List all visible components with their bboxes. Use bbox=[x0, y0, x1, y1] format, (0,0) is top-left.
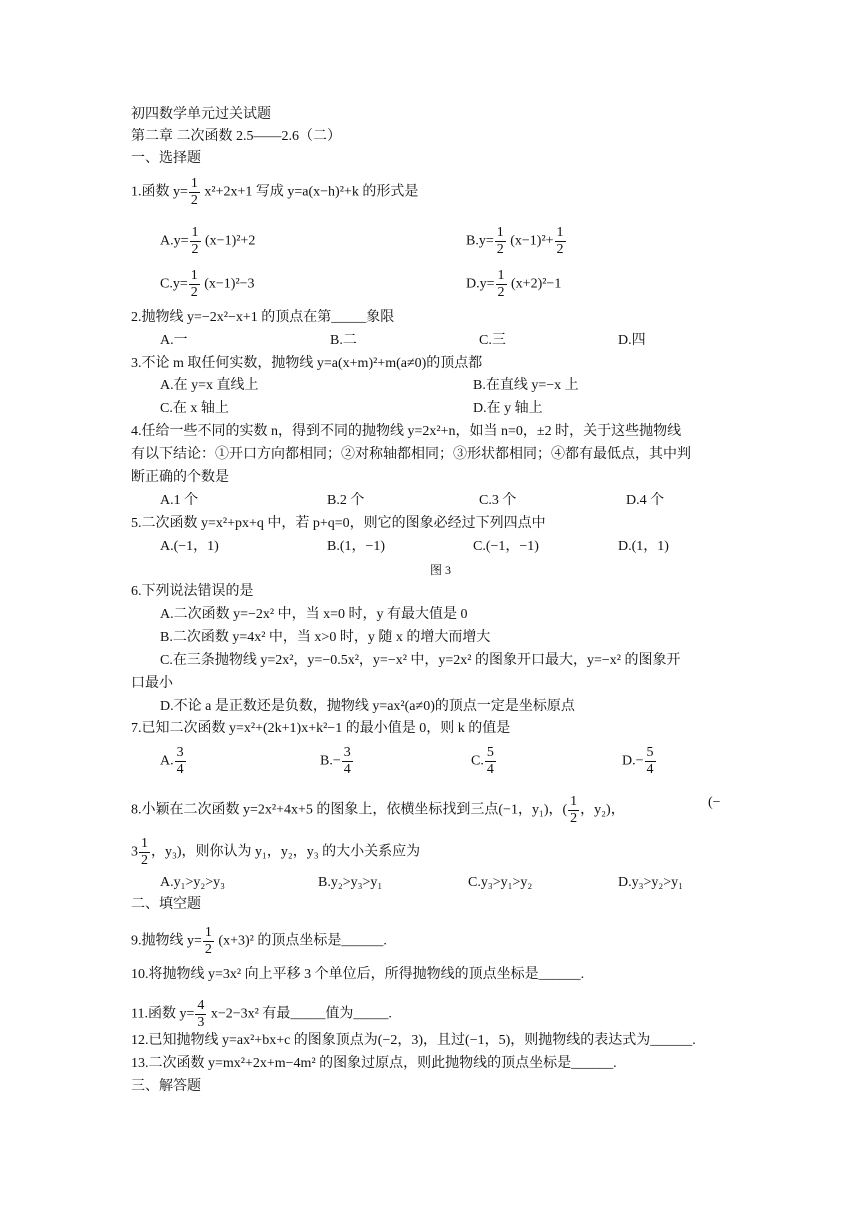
question-5-option-c: C.(−1，−1) bbox=[473, 539, 539, 554]
question-4-option-c: C.3 个 bbox=[479, 493, 517, 508]
section-heading-answer: 三、解答题 bbox=[131, 1079, 201, 1094]
question-6-option-d: D.不论 a 是正数还是负数，抛物线 y=ax²(a≠0)的顶点一定是坐标原点 bbox=[160, 699, 575, 714]
question-6-option-c-line-2: 口最小 bbox=[131, 676, 173, 691]
question-5-option-d: D.(1，1) bbox=[618, 539, 669, 554]
fraction: $\frac{1}{2}$ bbox=[190, 176, 198, 208]
question-2-option-a: A.一 bbox=[160, 333, 188, 348]
question-4-line-3: 断正确的个数是 bbox=[131, 470, 229, 485]
question-8-option-d: D.y₃>y₂>y₁ bbox=[618, 875, 684, 890]
chapter-subtitle: 第二章 二次函数 2.5——2.6（二） bbox=[131, 129, 341, 144]
question-6-option-b: B.二次函数 y=4x² 中，当 x>0 时，y 随 x 的增大而增大 bbox=[160, 630, 491, 645]
question-4-option-a: A.1 个 bbox=[160, 493, 199, 508]
figure-label: 图 3 bbox=[430, 563, 452, 577]
question-11: 11.函数 y= $\frac{4}{3}$ x−2−3x² 有最_____值为_____. bbox=[131, 998, 392, 1030]
question-4-line-1: 4.任给一些不同的实数 n，得到不同的抛物线 y=2x²+n，如当 n=0，±2 时，关于这些抛物线 bbox=[131, 424, 682, 439]
question-8-line-1: 8.小颖在二次函数 y=2x²+4x+5 的图象上，依横坐标找到三点(−1，y₁)，( $\frac{1}{2}$ ，y₂)， bbox=[131, 794, 625, 826]
question-3-option-a: A.在 y=x 直线上 bbox=[160, 378, 259, 393]
question-6-stem: 6.下列说法错误的是 bbox=[131, 584, 254, 599]
fraction: $\frac{5}{4}$ bbox=[486, 745, 494, 777]
question-3-option-b: B.在直线 y=−x 上 bbox=[473, 378, 579, 393]
fraction: $\frac{1}{2}$ bbox=[496, 225, 504, 257]
question-5-option-a: A.(−1，1) bbox=[160, 539, 219, 554]
question-2-stem: 2.抛物线 y=−2x²−x+1 的顶点在第_____象限 bbox=[131, 310, 395, 325]
question-4-option-b: B.2 个 bbox=[327, 493, 365, 508]
fraction: $\frac{3}{4}$ bbox=[343, 745, 351, 777]
question-8-line-1-end: (− bbox=[708, 795, 721, 810]
question-7-option-a: A. $\frac{3}{4}$ bbox=[160, 745, 184, 777]
question-3-option-d: D.在 y 轴上 bbox=[473, 401, 543, 416]
section-heading-choice: 一、选择题 bbox=[131, 151, 201, 166]
question-4-line-2: 有以下结论：①开口方向都相同；②对称轴都相同；③形状都相同；④都有最低点，其中判 bbox=[131, 447, 691, 462]
question-5-option-b: B.(1，−1) bbox=[327, 539, 386, 554]
fraction: $\frac{1}{2}$ bbox=[141, 836, 148, 868]
question-7-option-d: D.− $\frac{5}{4}$ bbox=[622, 745, 654, 777]
question-7-option-c: C. $\frac{5}{4}$ bbox=[471, 745, 494, 777]
question-2-option-b: B.二 bbox=[330, 333, 357, 348]
question-13: 13.二次函数 y=mx²+2x+m−4m² 的图象过原点，则此抛物线的顶点坐标是______. bbox=[131, 1056, 617, 1071]
question-8-option-c: C.y₃>y₁>y₂ bbox=[468, 875, 533, 890]
question-2-option-c: C.三 bbox=[479, 333, 506, 348]
question-2-option-d: D.四 bbox=[618, 333, 646, 348]
question-6-option-a: A.二次函数 y=−2x² 中，当 x=0 时，y 有最大值是 0 bbox=[160, 607, 468, 622]
question-1-option-d: D.y= $\frac{1}{2}$ (x+2)²−1 bbox=[466, 268, 562, 300]
question-8-option-a: A.y₁>y₂>y₃ bbox=[160, 875, 226, 890]
fraction: $\frac{4}{3}$ bbox=[197, 998, 205, 1030]
fraction: $\frac{1}{2}$ bbox=[497, 268, 505, 300]
question-4-option-d: D.4 个 bbox=[626, 493, 665, 508]
fraction: $\frac{1}{2}$ bbox=[190, 268, 198, 300]
question-6-option-c-line-1: C.在三条抛物线 y=2x²，y=−0.5x²，y=−x² 中，y=2x² 的图象开口最大，y=−x² 的图象开 bbox=[160, 653, 681, 668]
fraction: $\frac{5}{4}$ bbox=[646, 745, 654, 777]
question-8-line-2: 3 $\frac{1}{2}$ ，y₃)，则你认为 y₁，y₂，y₃ 的大小关系应为 bbox=[131, 836, 421, 868]
question-9: 9.抛物线 y= $\frac{1}{2}$ (x+3)² 的顶点坐标是______. bbox=[131, 925, 387, 957]
question-1-option-c: C.y= $\frac{1}{2}$ (x−1)²−3 bbox=[160, 268, 255, 300]
question-8-option-b: B.y₂>y₃>y₁ bbox=[318, 875, 383, 890]
page-title: 初四数学单元过关试题 bbox=[131, 107, 271, 122]
question-12: 12.已知抛物线 y=ax²+bx+c 的图象顶点为(−2，3)，且过(−1，5)，则抛物线的表达式为______. bbox=[131, 1033, 696, 1048]
fraction: $\frac{1}{2}$ bbox=[191, 225, 199, 257]
section-heading-fill: 二、填空题 bbox=[131, 897, 201, 912]
question-7-option-b: B.− $\frac{3}{4}$ bbox=[320, 745, 351, 777]
question-1-option-b: B.y= $\frac{1}{2}$ (x−1)²+ $\frac{1}{2}$ bbox=[466, 225, 564, 257]
fraction: $\frac{1}{2}$ bbox=[556, 225, 564, 257]
question-5-stem: 5.二次函数 y=x²+px+q 中，若 p+q=0，则它的图象必经过下列四点中 bbox=[131, 516, 546, 531]
question-3-option-c: C.在 x 轴上 bbox=[160, 401, 229, 416]
fraction: $\frac{1}{2}$ bbox=[570, 794, 578, 826]
question-3-stem: 3.不论 m 取任何实数，抛物线 y=a(x+m)²+m(a≠0)的顶点都 bbox=[131, 356, 483, 371]
fraction: $\frac{1}{2}$ bbox=[204, 925, 212, 957]
question-1-option-a: A.y= $\frac{1}{2}$ (x−1)²+2 bbox=[160, 225, 256, 257]
question-10: 10.将抛物线 y=3x² 向上平移 3 个单位后，所得抛物线的顶点坐标是______. bbox=[131, 967, 585, 982]
question-1-stem: 1.函数 y= $\frac{1}{2}$ x²+2x+1 写成 y=a(x−h)²+k 的形式是 bbox=[131, 176, 419, 208]
fraction: $\frac{3}{4}$ bbox=[176, 745, 184, 777]
question-7-stem: 7.已知二次函数 y=x²+(2k+1)x+k²−1 的最小值是 0，则 k 的值是 bbox=[131, 721, 511, 736]
